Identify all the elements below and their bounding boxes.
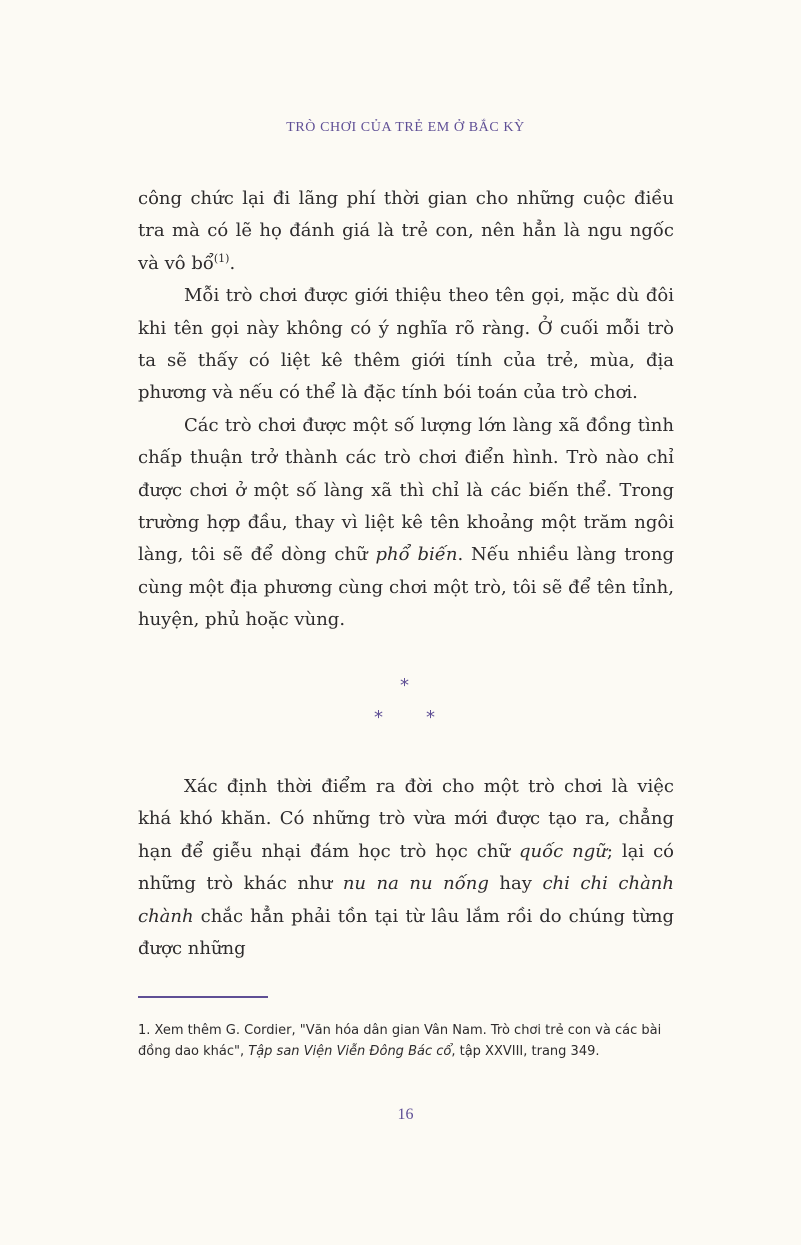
paragraph-text: Xác định thời điểm ra đời cho một trò chơi là việc khá khó khăn. Có những trò vừa mới được tạo ra, chẳng hạn để giễu nhại đám học trò học chữ (138, 776, 674, 862)
footnote-text: 1. Xem thêm G. Cordier, "Văn hóa dân gian Vân Nam. Trò chơi trẻ con và các bài đồng dao khác", (138, 1023, 662, 1059)
footnote-emphasis: Tập san Viện Viễn Đông Bác cổ (248, 1044, 452, 1059)
emphasis-text: phổ biến (375, 544, 458, 566)
footnote-reference[interactable]: (1) (213, 251, 230, 265)
paragraph (138, 771, 674, 965)
footnote-text: , tập XXVIII, trang 349. (451, 1044, 600, 1059)
asterisk-ornament: * (400, 675, 409, 696)
paragraph: Mỗi trò chơi được giới thiệu theo tên gọi, mặc dù đôi khi tên gọi này không có ý nghĩa rõ ràng. Ở cuối mỗi trò ta sẽ thấy có liệt kê thêm giới tính của trẻ, mùa, địa phương và nếu có thể là đặc tính bói toán của trò chơi. (138, 285, 674, 404)
paragraph-text: hay (488, 873, 543, 895)
paragraph-end: . (229, 252, 236, 274)
emphasis-text: quốc ngữ (519, 840, 607, 862)
footnote (138, 1020, 683, 1062)
paragraph-text: công chức lại đi lãng phí thời gian cho những cuộc điều tra mà có lẽ họ đánh giá là trẻ con, nên hẳn là ngu ngốc và vô bổ (138, 188, 674, 274)
body-text-bottom (138, 771, 674, 965)
paragraph-continued (138, 183, 674, 280)
paragraph (138, 410, 674, 637)
emphasis-text: nu na nu nống (342, 873, 489, 895)
paragraph-text: . Nếu nhiều làng trong cùng một địa phương cùng chơi một trò, tôi sẽ để tên tỉnh, huyện, phủ hoặc vùng. (138, 544, 675, 631)
page-number: 16 (397, 1106, 414, 1123)
paragraph-text: chắc hẳn phải tồn tại từ lâu lắm rồi do chúng từng được những (138, 905, 674, 960)
footnote-divider (138, 996, 268, 998)
running-head: TRÒ CHƠI CỦA TRẺ EM Ở BẮC KỲ (286, 120, 525, 135)
emphasis-text: chi chi chành chành (138, 873, 674, 927)
asterisk-ornament: * (374, 707, 383, 728)
paragraph-text: Các trò chơi được một số lượng lớn làng xã đồng tình chấp thuận trở thành các trò chơi điển hình. Trò nào chỉ được chơi ở một số làng xã thì chỉ là các biến thể. Trong trường hợp đầu, thay vì liệt kê tên khoảng một trăm ngôi làng, tôi sẽ để dòng chữ (138, 414, 674, 566)
body-text-top (138, 183, 674, 637)
asterisk-ornament: * (426, 707, 435, 728)
paragraph-text: ; lại có những trò khác như (138, 840, 675, 895)
